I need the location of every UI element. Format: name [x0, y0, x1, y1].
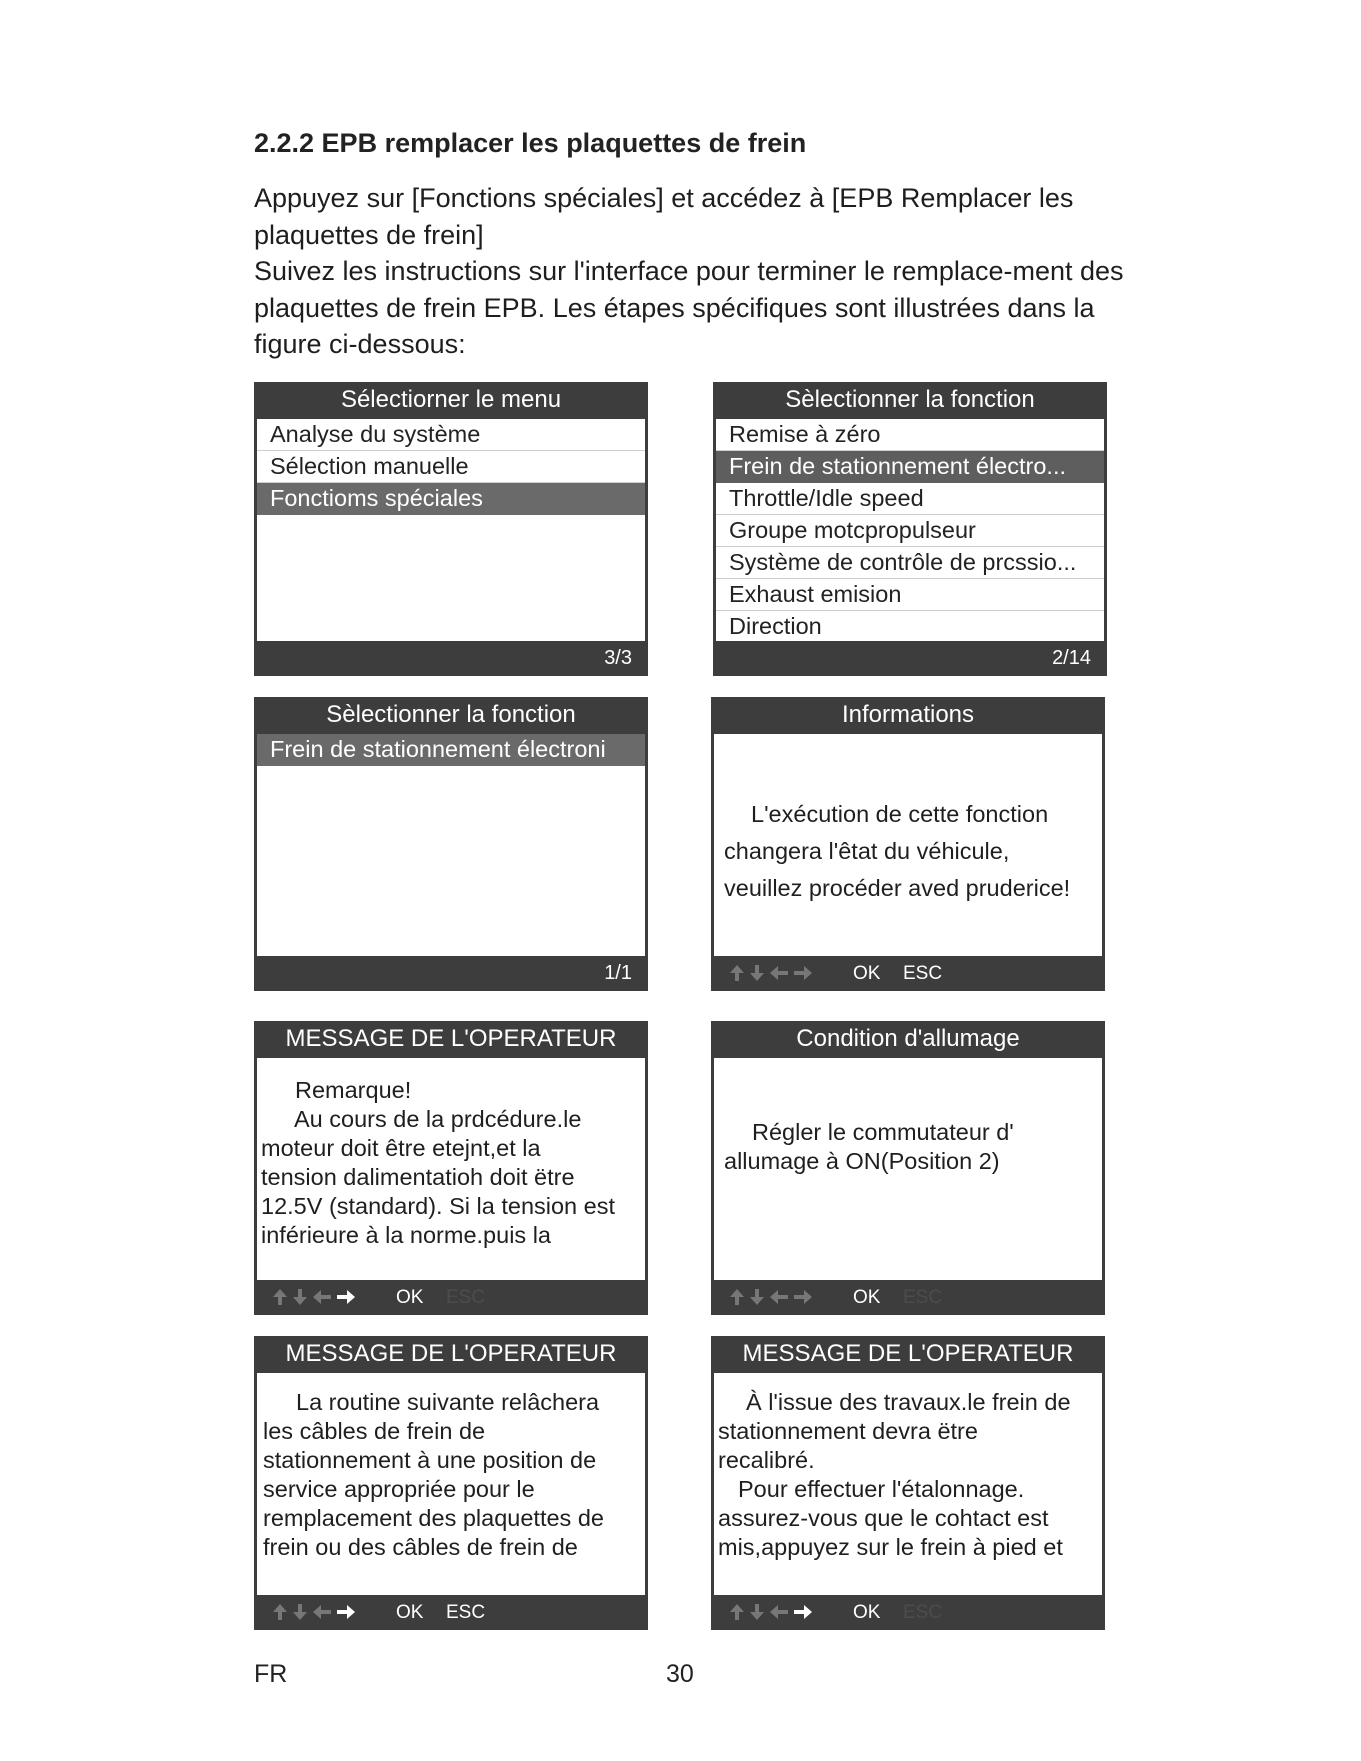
screen-operator-message-3: [711, 1336, 1105, 1630]
message-body: [714, 734, 1102, 956]
arrow-right-icon[interactable]: [793, 965, 813, 981]
message-line: service appropriée pour le: [263, 1476, 535, 1502]
function-item-epb[interactable]: Frein de stationnement électro...: [716, 451, 1104, 483]
screen-title: MESSAGE DE L'OPERATEUR: [285, 1025, 617, 1052]
arrow-left-icon[interactable]: [312, 1604, 332, 1620]
message-line: 12.5V (standard). Si la tension est: [261, 1193, 616, 1219]
arrow-down-icon[interactable]: [749, 1603, 765, 1621]
message-line: stationnement à une position de: [263, 1447, 597, 1473]
screen-select-function: [713, 382, 1107, 676]
esc-button[interactable]: ESC: [903, 963, 943, 984]
message-line: Régler le commutateur d': [752, 1119, 1014, 1145]
arrow-keys: [729, 1603, 813, 1621]
arrow-down-icon[interactable]: [292, 1603, 308, 1621]
arrow-down-icon[interactable]: [749, 964, 765, 982]
arrow-keys: [272, 1288, 356, 1306]
footer-page-number: 30: [666, 1660, 694, 1688]
screen-title: Sèlectionner la fonction: [785, 386, 1035, 413]
arrow-right-icon[interactable]: [336, 1289, 356, 1305]
arrow-up-icon[interactable]: [729, 964, 745, 982]
message-line: tension dalimentatioh doit ëtre: [261, 1164, 575, 1190]
message-line: moteur doit être etejnt,et la: [261, 1135, 541, 1161]
screen-title: MESSAGE DE L'OPERATEUR: [285, 1340, 617, 1367]
arrow-keys: [272, 1603, 356, 1621]
screen-footer: [711, 1280, 1105, 1315]
message-line: stationnement devra ëtre: [718, 1418, 978, 1444]
ok-button[interactable]: OK: [853, 1287, 881, 1308]
ok-button[interactable]: OK: [853, 1602, 881, 1623]
ok-button[interactable]: OK: [396, 1287, 424, 1308]
screen-title: Sèlectionner la fonction: [326, 701, 576, 728]
arrow-right-icon[interactable]: [336, 1604, 356, 1620]
screen-footer: [711, 956, 1105, 991]
menu-list: [257, 419, 645, 641]
message-body: [257, 1373, 645, 1595]
esc-button[interactable]: ESC: [446, 1287, 486, 1308]
function-item-powertrain[interactable]: Groupe motcpropulseur: [716, 515, 1104, 547]
intro-paragraph-1: Appuyez sur [Fonctions spéciales] et accédez à [EPB Remplacer les plaquettes de frein]: [254, 183, 1074, 250]
arrow-up-icon[interactable]: [729, 1603, 745, 1621]
screen-footer: [254, 1595, 648, 1630]
message-body: [257, 1058, 645, 1280]
message-body: [714, 1058, 1102, 1280]
menu-item-manual[interactable]: Sélection manuelle: [257, 451, 645, 483]
function-item-pressure-control[interactable]: Système de contrôle de prcssio...: [716, 547, 1104, 579]
arrow-up-icon[interactable]: [272, 1603, 288, 1621]
screen-footer: [711, 1595, 1105, 1630]
function-list: [716, 419, 1104, 641]
message-line: mis,appuyez sur le frein à pied et: [718, 1534, 1063, 1560]
ok-button[interactable]: OK: [853, 963, 881, 984]
screen-footer: [254, 641, 648, 676]
message-line: allumage à ON(Position 2): [724, 1148, 1000, 1174]
page-indicator: 1/1: [604, 962, 632, 984]
message-line: recalibré.: [718, 1447, 815, 1473]
message-line: Au cours de la prdcédure.le: [294, 1106, 582, 1132]
arrow-right-icon[interactable]: [793, 1289, 813, 1305]
esc-button[interactable]: ESC: [903, 1602, 943, 1623]
message-body: [714, 1373, 1102, 1595]
section-heading: 2.2.2 EPB remplacer les plaquettes de frein: [254, 128, 807, 158]
message-line: L'exécution de cette fonction: [751, 801, 1049, 827]
arrow-left-icon[interactable]: [769, 965, 789, 981]
arrow-down-icon[interactable]: [749, 1288, 765, 1306]
message-line: changera l'êtat du véhicule,: [724, 838, 1010, 864]
arrow-up-icon[interactable]: [729, 1288, 745, 1306]
message-line: veuillez procéder aved pruderice!: [724, 875, 1071, 901]
function-item-reset[interactable]: Remise à zéro: [716, 419, 1104, 451]
message-line: inférieure à la norme.puis la: [261, 1222, 551, 1248]
screen-operator-message-1: [254, 1021, 648, 1315]
screen-select-menu: [254, 382, 648, 676]
screen-informations: [711, 697, 1105, 991]
screen-title: Informations: [841, 701, 975, 728]
page-indicator: 3/3: [604, 647, 632, 669]
screen-footer: [713, 641, 1107, 676]
message-line: Pour effectuer l'étalonnage.: [738, 1476, 1025, 1502]
arrow-keys: [729, 1288, 813, 1306]
screen-select-epb-function: [254, 697, 648, 991]
arrow-left-icon[interactable]: [769, 1289, 789, 1305]
message-line: frein ou des câbles de frein de: [263, 1534, 578, 1560]
menu-item-analyse[interactable]: Analyse du système: [257, 419, 645, 451]
screen-footer: [254, 1280, 648, 1315]
page-indicator: 2/14: [1052, 647, 1091, 669]
ok-button[interactable]: OK: [396, 1602, 424, 1623]
arrow-keys: [729, 964, 813, 982]
esc-button[interactable]: ESC: [903, 1287, 943, 1308]
arrow-right-icon[interactable]: [793, 1604, 813, 1620]
message-line: les câbles de frein de: [263, 1418, 486, 1444]
esc-button[interactable]: ESC: [446, 1602, 486, 1623]
function-item-exhaust[interactable]: Exhaust emision: [716, 579, 1104, 611]
intro-text: [254, 180, 1134, 363]
arrow-left-icon[interactable]: [769, 1604, 789, 1620]
function-item-direction[interactable]: Direction: [716, 611, 1104, 641]
arrow-down-icon[interactable]: [292, 1288, 308, 1306]
arrow-up-icon[interactable]: [272, 1288, 288, 1306]
message-line: remplacement des plaquettes de: [263, 1505, 604, 1531]
screen-title: Condition d'allumage: [796, 1025, 1020, 1052]
intro-paragraph-2: Suivez les instructions sur l'interface pour terminer le remplace-ment des plaquettes de frein EPB. Les étapes spécifiques sont illustrées dans la figure ci-dessous:: [254, 256, 1124, 359]
screen-title: Sélectiorner le menu: [340, 386, 562, 413]
screen-operator-message-2: [254, 1336, 648, 1630]
message-line: Remarque!: [295, 1077, 412, 1103]
message-line: À l'issue des travaux.le frein de: [746, 1389, 1071, 1415]
arrow-left-icon[interactable]: [312, 1289, 332, 1305]
screen-title: MESSAGE DE L'OPERATEUR: [742, 1340, 1074, 1367]
function-item-throttle[interactable]: Throttle/Idle speed: [716, 483, 1104, 515]
function-list: [257, 734, 645, 956]
screen-ignition-condition: [711, 1021, 1105, 1315]
menu-item-special-functions[interactable]: Fonctioms spéciales: [257, 483, 645, 515]
footer-language: FR: [254, 1660, 288, 1688]
function-item-epb[interactable]: Frein de stationnement électroni: [257, 734, 645, 766]
screen-footer: [254, 956, 648, 991]
message-line: La routine suivante relâchera: [296, 1389, 600, 1415]
message-line: assurez-vous que le cohtact est: [718, 1505, 1049, 1531]
